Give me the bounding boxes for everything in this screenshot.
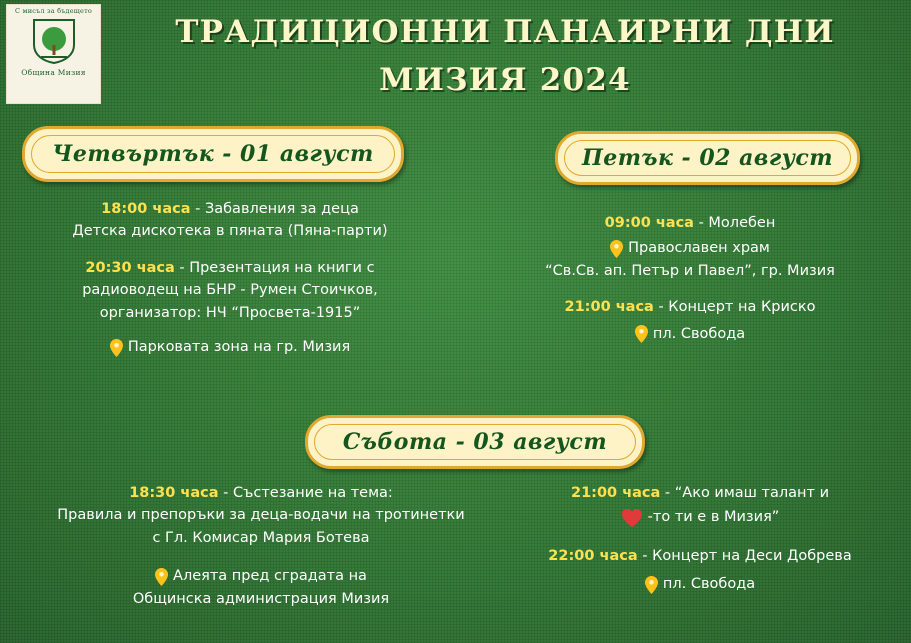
event-time: 21:00 часа [570,485,661,501]
day-banner-inner-saturday [314,424,636,460]
event-time: 18:30 часа [129,485,219,501]
location-pin-icon [610,240,623,258]
venue-text: Православен храм [628,240,770,257]
day-banner-friday [555,131,860,185]
venue-park-zone [20,336,440,358]
event-scooter-competition [6,482,516,504]
event-krisko-concert [470,296,910,318]
event-time: 09:00 часа [604,215,694,231]
events-saturday-left [6,482,516,610]
event-dash: - [179,259,185,276]
venue-text: пл. Свобода [662,576,756,593]
event-moleben [470,212,910,234]
location-pin-icon [635,325,648,343]
event-title: Концерт на Деси Добрева [652,547,852,564]
day-banner-saturday [305,415,645,469]
event-dash: - [642,547,648,564]
event-talent-show-heart-line [490,506,910,528]
event-desi-dobreva-concert [490,545,910,567]
venue-subtext: Общинска администрация Мизия [132,590,390,607]
event-detail-line: с Гл. Комисар Мария Ботева [152,529,370,546]
events-thursday [20,198,440,359]
venue-svoboda-square-friday [470,323,910,345]
event-title: Презентация на книги с [189,259,375,276]
event-time: 21:00 часа [564,299,654,316]
shield-with-tree-icon [31,17,77,65]
event-detail-line: организатор: НЧ “Просвета-1915” [99,304,361,321]
event-dash: - [195,201,201,217]
event-title: Концерт на Криско [668,299,816,316]
day-banner-inner-thursday [31,135,395,173]
venue-subtext: “Св.Св. ап. Петър и Павел”, гр. Мизия [545,262,835,279]
day-banner-inner-friday [564,140,851,176]
event-time: 22:00 часа [548,547,638,564]
venue-svoboda-square-saturday [490,573,910,595]
venue-alley-admin-building [6,565,516,587]
event-talent-show [490,482,910,504]
event-dash: - [223,485,229,501]
heart-icon [621,508,643,528]
event-title: Състезание на тема: [232,485,393,501]
location-pin-icon [110,339,123,357]
venue-text: пл. Свобода [652,325,746,342]
logo-bottom-text: Община Мизия [21,68,86,78]
event-detail-line: Детска дискотека в пяната (Пяна-парти) [72,223,388,240]
location-pin-icon [645,576,658,594]
page-title: ТРАДИЦИОННИ ПАНАИРНИ ДНИ [175,14,835,50]
day-banner-thursday [22,126,404,182]
event-dash: - [658,299,664,316]
page-subtitle: МИЗИЯ 2024 [379,62,631,98]
event-time: 18:00 часа [101,201,191,217]
event-dash: - [698,215,704,231]
day-label-thursday: Четвъртък - 01 август [52,141,374,167]
event-title: Забавления за деца [204,201,359,217]
events-saturday-right [490,482,910,596]
event-title: “Ако имаш талант и [674,485,830,501]
event-detail-line: Правила и препоръки за деца-водачи на тротинетки [57,507,465,524]
logo-top-text: С мисъл за бъдещето [15,7,92,15]
location-pin-icon [155,568,168,586]
day-label-saturday: Събота - 03 август [342,429,608,455]
day-label-friday: Петък - 02 август [581,145,834,171]
event-dash: - [664,485,671,501]
events-friday [470,212,910,345]
event-kids-entertainment [20,198,440,220]
event-book-presentation [20,257,440,279]
municipality-logo [6,4,101,104]
event-time: 20:30 часа [85,259,175,276]
venue-orthodox-church [470,237,910,259]
event-heart-text: -то ти е в Мизия” [647,509,780,526]
event-detail-line: радиоводещ на БНР - Румен Стоичков, [82,282,378,299]
venue-text: Парковата зона на гр. Мизия [127,339,351,356]
event-title: Молебен [708,215,776,231]
venue-text: Алеята пред сградата на [173,568,367,585]
